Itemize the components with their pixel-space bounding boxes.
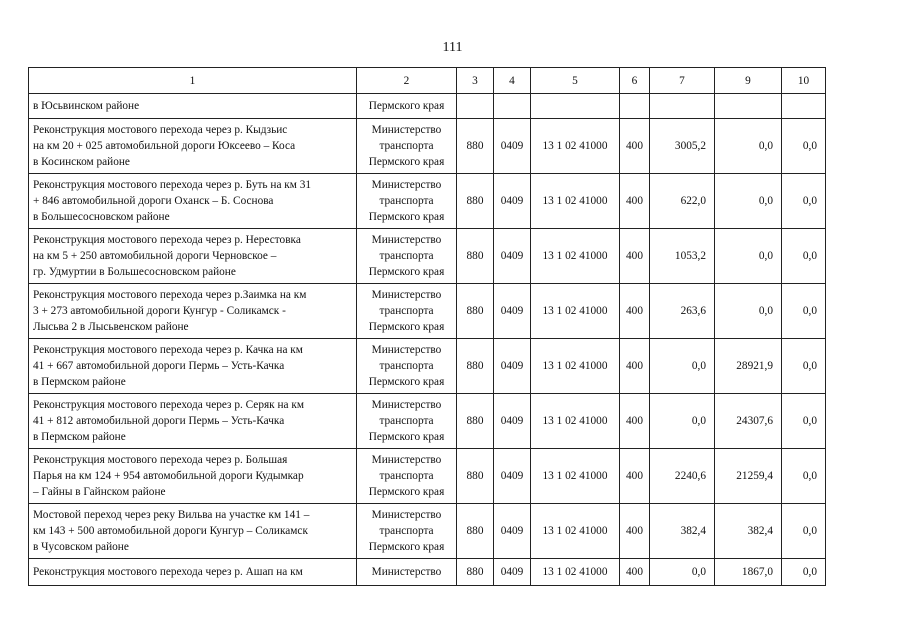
ministry-cell-line: транспорта — [379, 195, 434, 207]
expense-type-cell: 400 — [620, 339, 650, 394]
amount-col10-cell: 0,0 — [782, 449, 826, 504]
amount-col7-cell: 2240,6 — [650, 449, 715, 504]
project-name-cell-line: в Чусовском районе — [33, 541, 129, 553]
section-code-cell: 0409 — [494, 174, 531, 229]
amount-col7-cell: 382,4 — [650, 504, 715, 559]
ministry-cell-line: Пермского края — [368, 376, 445, 388]
expense-type-cell: 400 — [620, 174, 650, 229]
section-code-cell: 0409 — [494, 284, 531, 339]
table-row — [29, 229, 826, 284]
section-code-cell: 0409 — [494, 119, 531, 174]
amount-col9-cell: 24307,6 — [715, 394, 782, 449]
header-cell: 1 — [29, 68, 357, 94]
project-name-cell-line: + 846 автомобильной дороги Оханск – Б. Соснова — [33, 195, 274, 207]
target-code-cell: 13 1 02 41000 — [531, 119, 620, 174]
table-row — [29, 504, 826, 559]
project-name-cell-line: км 143 + 500 автомобильной дороги Кунгур – Соликамск — [33, 525, 308, 537]
ministry-cell-line: Министерство — [371, 289, 442, 301]
expense-type-cell: 400 — [620, 449, 650, 504]
amount-col7-cell: 263,6 — [650, 284, 715, 339]
ministry-cell — [357, 284, 457, 339]
expense-type-cell: 400 — [620, 504, 650, 559]
project-name-cell-line: – Гайны в Гайнском районе — [33, 486, 166, 498]
target-code-cell: 13 1 02 41000 — [531, 284, 620, 339]
target-code-cell: 13 1 02 41000 — [531, 504, 620, 559]
ministry-cell-line: Министерство — [371, 454, 442, 466]
amount-col9-cell: 0,0 — [715, 119, 782, 174]
amount-col7-cell — [650, 94, 715, 119]
project-name-cell — [29, 119, 357, 174]
project-name-cell-line: в Юсьвинском районе — [33, 100, 140, 112]
expense-type-cell: 400 — [620, 559, 650, 586]
project-name-cell-line: 41 + 667 автомобильной дороги Пермь – Усть-Качка — [33, 360, 285, 372]
section-code-cell: 0409 — [494, 394, 531, 449]
project-name-cell-line: в Большесосновском районе — [33, 211, 170, 223]
project-name-cell — [29, 284, 357, 339]
ministry-cell — [357, 94, 457, 119]
project-name-cell — [29, 94, 357, 119]
ministry-cell-line: транспорта — [379, 360, 434, 372]
amount-col9-cell — [715, 94, 782, 119]
project-name-cell-line: Мостовой переход через реку Вильва на участке км 141 – — [33, 509, 310, 521]
target-code-cell: 13 1 02 41000 — [531, 559, 620, 586]
ministry-cell-line: Пермского края — [368, 321, 445, 333]
ministry-cell-line: Министерство — [371, 399, 442, 411]
page-number: 111 — [442, 40, 463, 55]
project-name-cell — [29, 504, 357, 559]
project-name-cell-line: Реконструкция мостового перехода через р. Буть на км 31 — [33, 179, 312, 191]
expense-type-cell — [620, 94, 650, 119]
ministry-cell-line: транспорта — [379, 250, 434, 262]
amount-col9-cell: 21259,4 — [715, 449, 782, 504]
amount-col7-cell: 3005,2 — [650, 119, 715, 174]
amount-col9-cell: 0,0 — [715, 284, 782, 339]
project-name-cell-line: в Косинском районе — [33, 156, 130, 168]
header-cell: 2 — [357, 68, 457, 94]
project-name-cell-line: в Пермском районе — [33, 376, 126, 388]
target-code-cell: 13 1 02 41000 — [531, 339, 620, 394]
table-row — [29, 339, 826, 394]
code-880-cell: 880 — [457, 559, 494, 586]
project-name-cell — [29, 394, 357, 449]
project-name-cell-line: Реконструкция мостового перехода через р.Заимка на км — [33, 289, 307, 301]
code-880-cell: 880 — [457, 119, 494, 174]
ministry-cell-line: транспорта — [379, 525, 434, 537]
code-880-cell: 880 — [457, 449, 494, 504]
header-cell: 4 — [494, 68, 531, 94]
project-name-cell-line: Реконструкция мостового перехода через р. Качка на км — [33, 344, 303, 356]
amount-col7-cell: 0,0 — [650, 339, 715, 394]
amount-col7-cell: 0,0 — [650, 559, 715, 586]
table-row — [29, 449, 826, 504]
expense-type-cell: 400 — [620, 229, 650, 284]
amount-col10-cell — [782, 94, 826, 119]
project-name-cell — [29, 559, 357, 586]
ministry-cell-line: Пермского края — [368, 431, 445, 443]
amount-col10-cell: 0,0 — [782, 504, 826, 559]
project-name-cell-line: в Пермском районе — [33, 431, 126, 443]
project-name-cell-line: Лысьва 2 в Лысьвенском районе — [33, 321, 189, 333]
amount-col10-cell: 0,0 — [782, 284, 826, 339]
section-code-cell: 0409 — [494, 449, 531, 504]
ministry-cell-line: Министерство — [371, 179, 442, 191]
amount-col7-cell: 1053,2 — [650, 229, 715, 284]
ministry-cell-line: Министерство — [371, 566, 442, 578]
ministry-cell — [357, 119, 457, 174]
ministry-cell-line: Пермского края — [368, 541, 445, 553]
project-name-cell-line: Реконструкция мостового перехода через р. Кыдзьис — [33, 124, 288, 136]
target-code-cell: 13 1 02 41000 — [531, 449, 620, 504]
ministry-cell-line: Министерство — [371, 344, 442, 356]
project-name-cell — [29, 174, 357, 229]
ministry-cell-line: Пермского края — [368, 266, 445, 278]
project-name-cell-line: на км 20 + 025 автомобильной дороги Юксеево – Коса — [33, 140, 296, 152]
target-code-cell — [531, 94, 620, 119]
table-row — [29, 559, 826, 586]
ministry-cell — [357, 449, 457, 504]
project-name-cell — [29, 449, 357, 504]
amount-col10-cell: 0,0 — [782, 339, 826, 394]
amount-col10-cell: 0,0 — [782, 119, 826, 174]
table-row — [29, 119, 826, 174]
ministry-cell-line: транспорта — [379, 415, 434, 427]
project-name-cell-line: Реконструкция мостового перехода через р. Ашап на км — [33, 566, 303, 578]
header-cell: 10 — [782, 68, 826, 94]
code-880-cell — [457, 94, 494, 119]
header-cell: 5 — [531, 68, 620, 94]
ministry-cell — [357, 559, 457, 586]
ministry-cell-line: транспорта — [379, 470, 434, 482]
section-code-cell: 0409 — [494, 559, 531, 586]
project-name-cell-line: 41 + 812 автомобильной дороги Пермь – Усть-Качка — [33, 415, 285, 427]
code-880-cell: 880 — [457, 394, 494, 449]
code-880-cell: 880 — [457, 504, 494, 559]
target-code-cell: 13 1 02 41000 — [531, 229, 620, 284]
ministry-cell — [357, 174, 457, 229]
ministry-cell-line: Министерство — [371, 509, 442, 521]
table-row — [29, 94, 826, 119]
amount-col10-cell: 0,0 — [782, 174, 826, 229]
expense-type-cell: 400 — [620, 119, 650, 174]
target-code-cell: 13 1 02 41000 — [531, 174, 620, 229]
ministry-cell-line: Пермского края — [368, 211, 445, 223]
section-code-cell: 0409 — [494, 229, 531, 284]
ministry-cell-line: Министерство — [371, 124, 442, 136]
ministry-cell-line: Пермского края — [368, 100, 445, 112]
ministry-cell-line: транспорта — [379, 305, 434, 317]
project-name-cell-line: Реконструкция мостового перехода через р. Серяк на км — [33, 399, 304, 411]
section-code-cell: 0409 — [494, 339, 531, 394]
section-code-cell: 0409 — [494, 504, 531, 559]
amount-col9-cell: 1867,0 — [715, 559, 782, 586]
table-row — [29, 174, 826, 229]
expense-type-cell: 400 — [620, 394, 650, 449]
ministry-cell-line: Министерство — [371, 234, 442, 246]
header-cell: 6 — [620, 68, 650, 94]
code-880-cell: 880 — [457, 339, 494, 394]
table-row — [29, 394, 826, 449]
target-code-cell: 13 1 02 41000 — [531, 394, 620, 449]
amount-col10-cell: 0,0 — [782, 229, 826, 284]
expense-type-cell: 400 — [620, 284, 650, 339]
amount-col9-cell: 382,4 — [715, 504, 782, 559]
amount-col10-cell: 0,0 — [782, 559, 826, 586]
amount-col7-cell: 0,0 — [650, 394, 715, 449]
header-cell: 9 — [715, 68, 782, 94]
code-880-cell: 880 — [457, 284, 494, 339]
ministry-cell-line: Пермского края — [368, 156, 445, 168]
project-name-cell-line: 3 + 273 автомобильной дороги Кунгур - Соликамск - — [33, 305, 286, 317]
header-cell: 7 — [650, 68, 715, 94]
section-code-cell — [494, 94, 531, 119]
project-name-cell-line: Реконструкция мостового перехода через р. Нерестовка — [33, 234, 301, 246]
project-name-cell-line: гр. Удмуртии в Большесосновском районе — [33, 266, 236, 278]
project-name-cell-line: Реконструкция мостового перехода через р. Большая — [33, 454, 288, 466]
ministry-cell — [357, 229, 457, 284]
ministry-cell-line: Пермского края — [368, 486, 445, 498]
project-name-cell-line: Парья на км 124 + 954 автомобильной дороги Кудымкар — [33, 470, 304, 482]
code-880-cell: 880 — [457, 229, 494, 284]
project-name-cell — [29, 229, 357, 284]
ministry-cell — [357, 504, 457, 559]
header-cell: 3 — [457, 68, 494, 94]
amount-col7-cell: 622,0 — [650, 174, 715, 229]
amount-col10-cell: 0,0 — [782, 394, 826, 449]
table-row — [29, 284, 826, 339]
amount-col9-cell: 0,0 — [715, 174, 782, 229]
header-row — [29, 68, 826, 94]
amount-col9-cell: 28921,9 — [715, 339, 782, 394]
code-880-cell: 880 — [457, 174, 494, 229]
project-name-cell — [29, 339, 357, 394]
ministry-cell-line: транспорта — [379, 140, 434, 152]
ministry-cell — [357, 339, 457, 394]
project-name-cell-line: на км 5 + 250 автомобильной дороги Черновское – — [33, 250, 277, 262]
amount-col9-cell: 0,0 — [715, 229, 782, 284]
budget-table — [28, 67, 826, 586]
ministry-cell — [357, 394, 457, 449]
